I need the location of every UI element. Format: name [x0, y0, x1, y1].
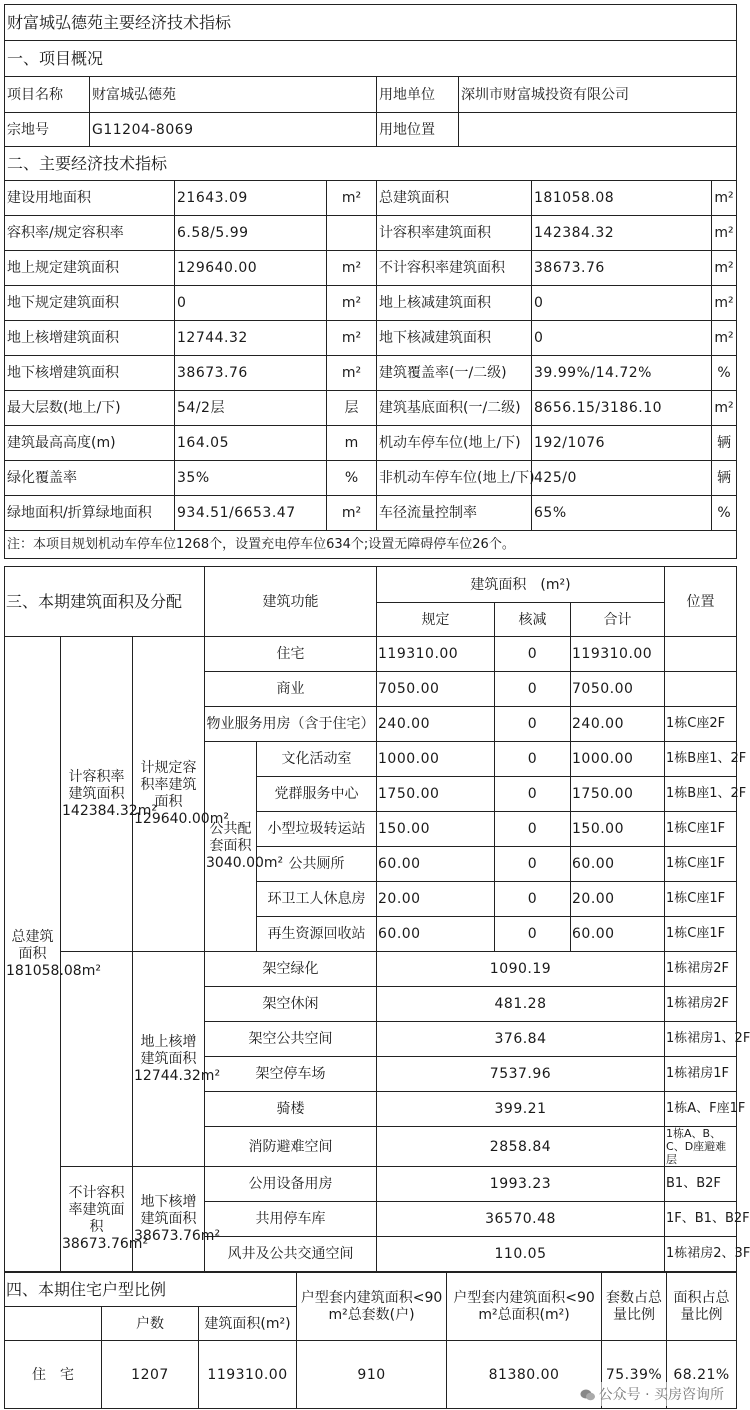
group-underground-increase: 地下核增建筑面积38673.76m² — [133, 1167, 205, 1272]
area-total: 2858.84 — [377, 1127, 665, 1167]
indicator-unit: % — [712, 356, 737, 391]
col-area: 建筑面积 (m²) — [377, 567, 665, 603]
area-regulated: 60.00 — [377, 847, 495, 882]
indicator-label: 非机动车停车位(地上/下) — [377, 461, 532, 496]
function-name: 物业服务用房（含于住宅） — [205, 707, 377, 742]
indicator-unit: m² — [327, 181, 377, 216]
area-total: 376.84 — [377, 1022, 665, 1057]
function-name: 骑楼 — [205, 1092, 377, 1127]
function-name: 住宅 — [205, 637, 377, 672]
area-total: 110.05 — [377, 1237, 665, 1272]
location: 1栋B座1、2F — [665, 777, 737, 812]
watermark-text: 公众号 · 买房咨询所 — [598, 1387, 724, 1403]
function-name: 小型垃圾转运站 — [257, 812, 377, 847]
indicator-label: 计容积率建筑面积 — [377, 216, 532, 251]
location: 1栋C座1F — [665, 847, 737, 882]
function-name: 再生资源回收站 — [257, 917, 377, 952]
table-row — [5, 637, 737, 672]
indicator-unit: 辆 — [712, 461, 737, 496]
indicator-unit: m — [327, 426, 377, 461]
indicator-value: 12744.32 — [175, 321, 327, 356]
indicator-value: 934.51/6653.47 — [175, 496, 327, 531]
area-regulated: 7050.00 — [377, 672, 495, 707]
label-project-name: 项目名称 — [5, 77, 90, 113]
section-2-heading: 二、主要经济技术指标 — [5, 147, 737, 181]
table-row — [5, 496, 737, 531]
location — [665, 672, 737, 707]
indicator-value: 54/2层 — [175, 391, 327, 426]
area-regulated: 119310.00 — [377, 637, 495, 672]
section-3-heading: 三、本期建筑面积及分配 — [5, 567, 205, 637]
indicator-unit: m² — [327, 321, 377, 356]
function-name: 公共厕所 — [257, 847, 377, 882]
indicator-label: 不计容积率建筑面积 — [377, 251, 532, 286]
value-land-location — [459, 113, 737, 147]
area-total: 1000.00 — [571, 742, 665, 777]
area-reduced: 0 — [495, 742, 571, 777]
section-1-heading: 一、项目概况 — [5, 41, 737, 77]
indicator-value: 21643.09 — [175, 181, 327, 216]
value-area-ratio: 68.21% — [667, 1341, 737, 1409]
indicator-label: 建设用地面积 — [5, 181, 175, 216]
indicator-unit: m² — [327, 356, 377, 391]
indicator-table — [4, 4, 737, 559]
area-total: 481.28 — [377, 987, 665, 1022]
value-households: 1207 — [102, 1341, 199, 1409]
section-4-heading: 四、本期住宅户型比例 — [5, 1273, 297, 1307]
indicator-unit: % — [712, 496, 737, 531]
location: 1栋C座1F — [665, 812, 737, 847]
area-reduced: 0 — [495, 882, 571, 917]
table-row — [5, 251, 737, 286]
col-building-area: 建筑面积(m²) — [199, 1307, 297, 1341]
table-row — [5, 77, 737, 113]
indicator-value: 0 — [175, 286, 327, 321]
col-location: 位置 — [665, 567, 737, 637]
area-distribution-table — [4, 566, 750, 1272]
indicator-unit — [327, 216, 377, 251]
value-building-area: 119310.00 — [199, 1341, 297, 1409]
area-total: 1993.23 — [377, 1167, 665, 1202]
parking-note: 注：本项目规划机动车停车位1268个，设置充电停车位634个;设置无障碍停车位26个。 — [5, 531, 737, 559]
area-total: 150.00 — [571, 812, 665, 847]
location: 1栋裙房1F — [665, 1057, 737, 1092]
table-row — [5, 113, 737, 147]
indicator-value: 164.05 — [175, 426, 327, 461]
blank-cell — [61, 952, 133, 1167]
indicator-label: 地下核增建筑面积 — [5, 356, 175, 391]
area-regulated: 1750.00 — [377, 777, 495, 812]
location: 1栋裙房2F — [665, 987, 737, 1022]
indicator-label: 容积率/规定容积率 — [5, 216, 175, 251]
value-units-under-90: 910 — [297, 1341, 447, 1409]
label-parcel-no: 宗地号 — [5, 113, 90, 147]
value-inner-area-under-90: 81380.00 — [447, 1341, 602, 1409]
indicator-unit: m² — [712, 181, 737, 216]
function-name: 风井及公共交通空间 — [205, 1237, 377, 1272]
indicator-value: 129640.00 — [175, 251, 327, 286]
area-reduced: 0 — [495, 847, 571, 882]
group-non-far-area: 不计容积率建筑面积38673.76m² — [61, 1167, 133, 1272]
group-above-ground-increase: 地上核增建筑面积12744.32m² — [133, 952, 205, 1167]
indicator-label: 绿地面积/折算绿地面积 — [5, 496, 175, 531]
area-total: 60.00 — [571, 917, 665, 952]
col-function: 建筑功能 — [205, 567, 377, 637]
indicator-label: 建筑最高高度(m) — [5, 426, 175, 461]
area-total: 7050.00 — [571, 672, 665, 707]
function-name: 架空公共空间 — [205, 1022, 377, 1057]
indicator-label: 建筑覆盖率(一/二级) — [377, 356, 532, 391]
col-inner-area-under-90: 户型套内建筑面积<90 m²总面积(m²) — [447, 1273, 602, 1341]
area-reduced: 0 — [495, 917, 571, 952]
location: 1栋裙房1、2F — [665, 1022, 737, 1057]
function-name: 环卫工人休息房 — [257, 882, 377, 917]
location: 1栋C座1F — [665, 882, 737, 917]
area-reduced: 0 — [495, 777, 571, 812]
indicator-unit: 辆 — [712, 426, 737, 461]
group-regulated-area: 计规定容积率建筑面积129640.00m² — [133, 637, 205, 952]
indicator-value: 142384.32 — [532, 216, 712, 251]
function-name: 架空休闲 — [205, 987, 377, 1022]
indicator-unit: m² — [712, 216, 737, 251]
table-row — [5, 461, 737, 496]
col-units-under-90: 户型套内建筑面积<90 m²总套数(户) — [297, 1273, 447, 1341]
location: 1栋C座1F — [665, 917, 737, 952]
location: B1、B2F — [665, 1167, 737, 1202]
area-total: 240.00 — [571, 707, 665, 742]
area-total: 36570.48 — [377, 1202, 665, 1237]
blank-cell — [5, 1307, 102, 1341]
indicator-value: 35% — [175, 461, 327, 496]
table-row — [5, 286, 737, 321]
indicator-label: 地下核减建筑面积 — [377, 321, 532, 356]
function-name: 共用停车库 — [205, 1202, 377, 1237]
label-land-location: 用地位置 — [377, 113, 459, 147]
group-public-facility-area: 公共配套面积3040.00m² — [205, 742, 257, 952]
value-land-user: 深圳市财富城投资有限公司 — [459, 77, 737, 113]
area-regulated: 240.00 — [377, 707, 495, 742]
indicator-unit: m² — [712, 286, 737, 321]
function-name: 消防避难空间 — [205, 1127, 377, 1167]
label-land-user: 用地单位 — [377, 77, 459, 113]
area-regulated: 20.00 — [377, 882, 495, 917]
area-total: 1090.19 — [377, 952, 665, 987]
area-regulated: 150.00 — [377, 812, 495, 847]
group-total-area: 总建筑面积181058.08m² — [5, 637, 61, 1272]
table-row — [5, 1167, 737, 1202]
document-title: 财富城弘德苑主要经济技术指标 — [5, 5, 737, 41]
indicator-label: 地上核减建筑面积 — [377, 286, 532, 321]
location: 1栋裙房2F — [665, 952, 737, 987]
group-far-area: 计容积率建筑面积142384.32m² — [61, 637, 133, 952]
indicator-label: 地上规定建筑面积 — [5, 251, 175, 286]
indicator-label: 绿化覆盖率 — [5, 461, 175, 496]
indicator-label: 总建筑面积 — [377, 181, 532, 216]
value-project-name: 财富城弘德苑 — [90, 77, 377, 113]
indicator-value: 0 — [532, 321, 712, 356]
area-total: 60.00 — [571, 847, 665, 882]
watermark — [576, 1382, 728, 1406]
location: 1F、B1、B2F — [665, 1202, 737, 1237]
function-name: 党群服务中心 — [257, 777, 377, 812]
indicator-label: 最大层数(地上/下) — [5, 391, 175, 426]
indicator-value: 38673.76 — [532, 251, 712, 286]
indicator-value: 181058.08 — [532, 181, 712, 216]
col-unit-ratio: 套数占总量比例 — [602, 1273, 667, 1341]
location: 1栋A、B、C、D座避难层 — [665, 1127, 737, 1167]
indicator-unit: m² — [712, 321, 737, 356]
function-name: 架空绿化 — [205, 952, 377, 987]
area-total: 399.21 — [377, 1092, 665, 1127]
table-row — [5, 216, 737, 251]
indicator-value: 0 — [532, 286, 712, 321]
area-regulated: 1000.00 — [377, 742, 495, 777]
function-name: 公用设备用房 — [205, 1167, 377, 1202]
value-unit-ratio: 75.39% — [602, 1341, 667, 1409]
table-row — [5, 952, 737, 987]
indicator-unit: % — [327, 461, 377, 496]
col-area-ratio: 面积占总量比例 — [667, 1273, 737, 1341]
indicator-label: 地下规定建筑面积 — [5, 286, 175, 321]
area-total: 119310.00 — [571, 637, 665, 672]
col-total: 合计 — [571, 603, 665, 637]
area-total: 20.00 — [571, 882, 665, 917]
indicator-label: 车径流量控制率 — [377, 496, 532, 531]
row-label-residential: 住 宅 — [5, 1341, 102, 1409]
table-row — [5, 181, 737, 216]
area-reduced: 0 — [495, 637, 571, 672]
location: 1栋C座2F — [665, 707, 737, 742]
indicator-label: 地上核增建筑面积 — [5, 321, 175, 356]
indicator-value: 192/1076 — [532, 426, 712, 461]
indicator-unit: m² — [327, 286, 377, 321]
table-row — [5, 321, 737, 356]
area-total: 7537.96 — [377, 1057, 665, 1092]
indicator-value: 8656.15/3186.10 — [532, 391, 712, 426]
location — [665, 637, 737, 672]
table-row — [5, 426, 737, 461]
wechat-icon — [580, 1388, 596, 1402]
area-regulated: 60.00 — [377, 917, 495, 952]
function-name: 商业 — [205, 672, 377, 707]
area-reduced: 0 — [495, 707, 571, 742]
location: 1栋B座1、2F — [665, 742, 737, 777]
indicator-unit: 层 — [327, 391, 377, 426]
table-row — [5, 391, 737, 426]
function-name: 架空停车场 — [205, 1057, 377, 1092]
table-row — [5, 356, 737, 391]
area-reduced: 0 — [495, 672, 571, 707]
location: 1栋A、F座1F — [665, 1092, 737, 1127]
function-name: 文化活动室 — [257, 742, 377, 777]
indicator-unit: m² — [712, 391, 737, 426]
area-total: 1750.00 — [571, 777, 665, 812]
indicator-value: 38673.76 — [175, 356, 327, 391]
col-households: 户数 — [102, 1307, 199, 1341]
indicator-unit: m² — [327, 251, 377, 286]
indicator-unit: m² — [327, 496, 377, 531]
location: 1栋裙房2、3F — [665, 1237, 737, 1272]
indicator-value: 39.99%/14.72% — [532, 356, 712, 391]
indicator-label: 建筑基底面积(一/二级) — [377, 391, 532, 426]
col-reduced: 核减 — [495, 603, 571, 637]
indicator-value: 425/0 — [532, 461, 712, 496]
area-reduced: 0 — [495, 812, 571, 847]
indicator-unit: m² — [712, 251, 737, 286]
value-parcel-no: G11204-8069 — [90, 113, 377, 147]
indicator-value: 6.58/5.99 — [175, 216, 327, 251]
col-regulated: 规定 — [377, 603, 495, 637]
indicator-label: 机动车停车位(地上/下) — [377, 426, 532, 461]
indicator-value: 65% — [532, 496, 712, 531]
